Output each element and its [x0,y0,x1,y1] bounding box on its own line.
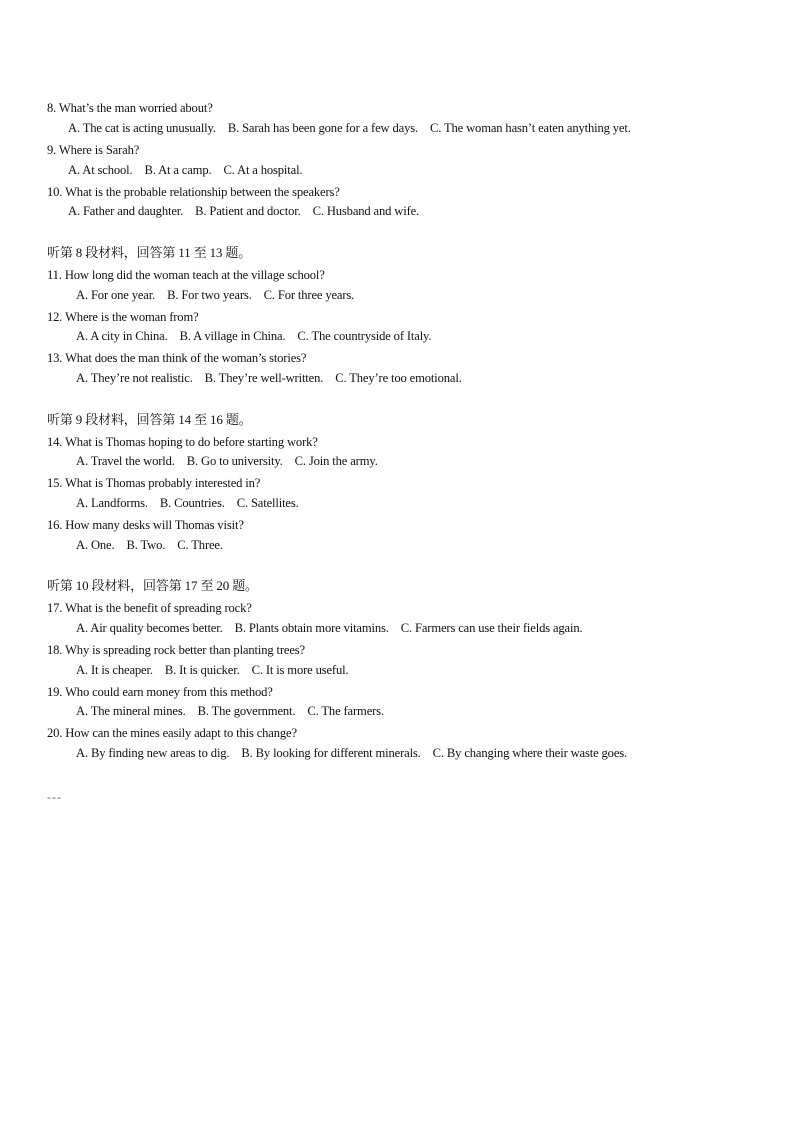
question-19-options: A. The mineral mines. B. The government. C. The farmers. [76,704,384,718]
question-10-options: A. Father and daughter. B. Patient and doctor. C. Husband and wife. [68,204,420,218]
question-11-options: A. For one year. B. For two years. C. For three years. [76,288,355,302]
question-14-options: A. Travel the world. B. Go to university. C. Join the army. [76,454,378,468]
question-10: 10. What is the probable relationship between the speakers? [47,185,340,199]
question-16: 16. How many desks will Thomas visit? [47,518,244,532]
question-14: 14. What is Thomas hoping to do before starting work? [47,435,318,449]
question-11: 11. How long did the woman teach at the village school? [47,268,325,282]
question-8: 8. What’s the man worried about? [47,101,213,115]
question-16-options: A. One. B. Two. C. Three. [76,538,223,552]
question-13-options: A. They’re not realistic. B. They’re well-written. C. They’re too emotional. [76,371,462,385]
question-12-options: A. A city in China. B. A village in China. C. The countryside of Italy. [76,329,432,343]
question-20: 20. How can the mines easily adapt to this change? [47,726,297,740]
section-header-material-9: 听第 9 段材料，回答第 14 至 16 题。 [47,412,252,427]
question-12: 12. Where is the woman from? [47,310,199,324]
section-separator: --- [47,790,62,804]
question-13: 13. What does the man think of the woman’s stories? [47,351,307,365]
question-9: 9. Where is Sarah? [47,143,140,157]
question-17: 17. What is the benefit of spreading rock? [47,601,252,615]
question-18-options: A. It is cheaper. B. It is quicker. C. It is more useful. [76,663,349,677]
question-17-options: A. Air quality becomes better. B. Plants obtain more vitamins. C. Farmers can use their fields again. [76,621,583,635]
section-header-material-8: 听第 8 段材料，回答第 11 至 13 题。 [47,245,252,260]
question-20-options: A. By finding new areas to dig. B. By looking for different minerals. C. By changing where their waste goes. [76,746,628,760]
question-18: 18. Why is spreading rock better than planting trees? [47,643,305,657]
question-9-options: A. At school. B. At a camp. C. At a hospital. [68,163,303,177]
question-8-options: A. The cat is acting unusually. B. Sarah has been gone for a few days. C. The woman hasn’t eaten anything yet. [68,121,631,135]
question-15-options: A. Landforms. B. Countries. C. Satellites. [76,496,299,510]
question-15: 15. What is Thomas probably interested in? [47,476,261,490]
section-header-material-10: 听第 10 段材料，回答第 17 至 20 题。 [47,578,258,593]
question-19: 19. Who could earn money from this method? [47,685,273,699]
